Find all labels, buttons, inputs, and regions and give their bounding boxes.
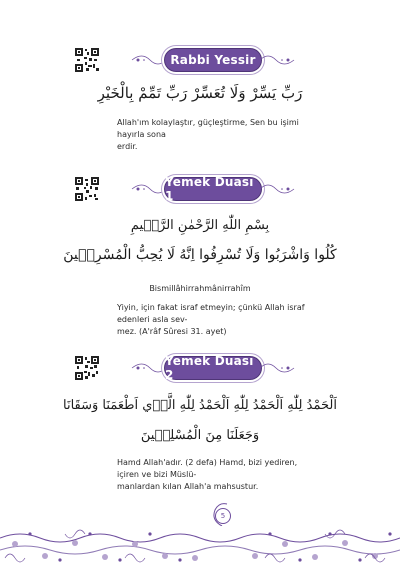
qr-code-icon[interactable] [75,48,99,72]
text-line: Yiyin, için fakat israf etmeyin; çünkü Allah israf edenleri asla sev- [117,303,305,324]
transliteration-text: Bismillâhirrahmânirrahîm [149,284,251,293]
arabic-verse: كُلُوا وَاشْرَبُوا وَلَا تُسْرِفُوا اِنَّهُ لَا يُحِبُّ الْمُسْرِف۪ينَ [63,247,337,263]
text-line: Allah'ım kolaylaştır, güçleştirme, Sen bu işimi hayırla sona [117,118,299,139]
section-title: Rabbi Yessir [164,48,262,72]
meaning-text [117,457,317,493]
section-title: Yemek Duası 2 [164,356,262,380]
section-title-banner [130,356,290,380]
section-title-banner [130,48,290,72]
text-line: Hamd Allah'adır. (2 defa) Hamd, bizi yediren, içiren ve bizi Müslü- [117,458,298,479]
meaning-text [117,117,317,153]
qr-code-icon[interactable] [75,177,99,201]
ornament-left-icon [130,48,166,72]
page-number: 5 [215,508,231,524]
section-title-banner [130,177,290,201]
arabic-text: وَجَعَلَنَا مِنَ الْمُسْلِم۪ينَ [140,428,260,443]
floral-ornament-icon [0,528,400,564]
text-line: mez. (A'râf Sûresi 31. ayet) [117,327,227,336]
meaning-text [117,302,317,338]
ornament-left-icon [130,177,166,201]
ornament-right-icon [260,356,296,380]
ornament-right-icon [260,48,296,72]
ornament-left-icon [130,356,166,380]
ornament-right-icon [260,177,296,201]
arabic-text: رَبِّ يَسِّرْ وَلَا تُعَسِّرْ رَبِّ تَمِّمْ بِالْخَيْرِ [97,84,303,102]
text-line: manlardan kılan Allah'a mahsustur. [117,482,259,491]
qr-code-icon[interactable] [75,356,99,380]
text-line: erdir. [117,142,138,151]
arabic-basmala: بِسْمِ اللّٰهِ الرَّحْمٰنِ الرَّح۪يمِ [130,218,270,233]
arabic-text: اَلْحَمْدُ لِلّٰهِ اَلْحَمْدُ لِلّٰهِ اَلْحَمْدُ لِلّٰهِ الَّذ۪ي اَطْعَمَنَا وَسَقَانَا [63,398,337,413]
section-title: Yemek Duası 1 [164,177,262,201]
